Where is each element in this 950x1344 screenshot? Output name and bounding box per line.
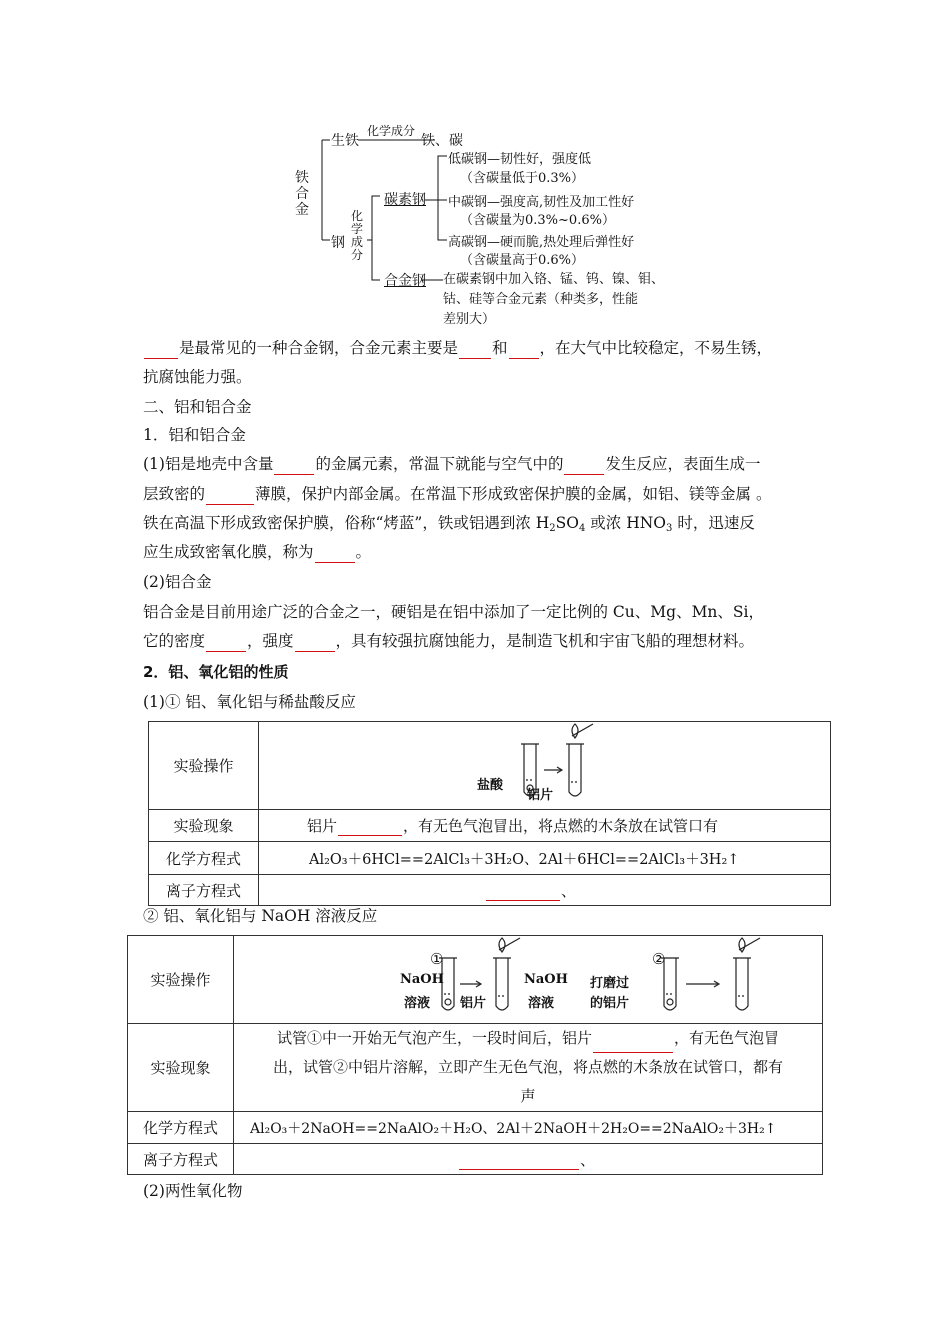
blank[interactable]: [486, 883, 560, 901]
diagram-edge-label: 化学成分: [367, 124, 416, 138]
subheading: (2)两性氧化物: [143, 1182, 243, 1200]
blank[interactable]: [206, 487, 254, 505]
blank[interactable]: [315, 545, 355, 563]
iron-alloy-diagram: [295, 118, 675, 328]
diagram-mid-note: （含碳量为0.3%~0.6%）: [460, 213, 615, 228]
subheading: ② 铝、氧化铝与 NaOH 溶液反应: [143, 907, 378, 925]
blank[interactable]: [593, 1035, 673, 1053]
diagram-alloy-desc-1: 在碳素钢中加入铬、锰、钨、镍、钼、: [443, 272, 665, 287]
ionic-equation-cell: 、: [234, 1144, 823, 1175]
acid-reaction-table: [148, 721, 831, 906]
row-label: 实验操作: [149, 722, 259, 810]
diagram-high-carbon: 高碳钢—硬而脆,热处理后弹性好: [448, 235, 635, 250]
diagram-pig-iron: 生铁: [331, 133, 359, 149]
naoh-reaction-table: [127, 935, 823, 1175]
naoh-label: NaOH: [400, 972, 444, 987]
phenomenon-cell: 铝片 ，有无色气泡冒出，将点燃的木条放在试管口有: [259, 810, 831, 842]
section-heading: 二、铝和铝合金: [143, 398, 252, 416]
blank[interactable]: [338, 818, 402, 836]
blank[interactable]: [564, 457, 604, 475]
blank[interactable]: [144, 341, 178, 359]
blank[interactable]: [295, 634, 335, 652]
tube-number-2: ②: [652, 950, 666, 968]
paragraph-line: 抗腐蚀能力强。: [143, 368, 252, 386]
paragraph-aluminum: (1)铝是地壳中含量 的金属元素，常温下就能与空气中的 发生反应，表面生成一: [143, 455, 761, 473]
hydrochloric-acid-label: 盐酸: [477, 778, 504, 793]
subheading: (1)① 铝、氧化铝与稀盐酸反应: [143, 693, 356, 711]
subsection-heading: 2．铝、氧化铝的性质: [143, 663, 289, 681]
diagram-mid-carbon: 中碳钢—强度高,韧性及加工性好: [448, 195, 635, 210]
row-label: 实验现象: [128, 1024, 234, 1112]
phenomenon-cell: 试管①中一开始无气泡产生，一段时间后，铝片 ，有无色气泡冒 出，试管②中铝片溶解，立即产生无色气泡，将点燃的木条放在试管口，都有 声: [234, 1024, 823, 1112]
diagram-low-note: （含碳量低于0.3%）: [460, 171, 585, 186]
diagram-alloy-desc-2: 钴、硅等合金元素（种类多，性能: [443, 292, 639, 307]
row-label: 化学方程式: [128, 1112, 234, 1144]
diagram-carbon-steel: 碳素钢: [384, 192, 426, 208]
equation-cell: Al₂O₃＋2NaOH==2NaAlO₂＋H₂O、2Al＋2NaOH＋2H₂O==2NaAlO₂＋3H₂↑: [234, 1112, 823, 1144]
ionic-equation-cell: 、: [259, 875, 831, 906]
subsection-heading: 1．铝和铝合金: [143, 426, 246, 444]
naoh-label: NaOH: [524, 972, 568, 987]
paragraph-line: 铝合金是目前用途广泛的合金之一，硬铝是在铝中添加了一定比例的 Cu、Mg、Mn、Si，: [143, 603, 764, 621]
blank[interactable]: [459, 341, 491, 359]
aluminum-piece-label: 铝片: [527, 788, 554, 803]
blank[interactable]: [206, 634, 246, 652]
row-label: 实验现象: [149, 810, 259, 842]
blank[interactable]: [274, 457, 314, 475]
experiment-figure-cell: [234, 936, 823, 1024]
paragraph-alloy-steel: 是最常见的一种合金钢，合金元素主要是 和 ，在大气中比较稳定，不易生锈，: [143, 337, 772, 359]
tube-number-1: ①: [430, 950, 444, 968]
solution-label: 溶液: [404, 996, 431, 1011]
diagram-root: 铁合金: [295, 170, 309, 218]
blank[interactable]: [459, 1152, 579, 1170]
equation-cell: Al₂O₃＋6HCl==2AlCl₃＋3H₂O、2Al＋6HCl==2AlCl₃＋3H₂↑: [259, 842, 831, 875]
paragraph-line: 铁在高温下形成致密保护膜，俗称“烤蓝”，铁或铝遇到浓 $H_2SO_4$ 或浓 $HNO_3$ 时，迅速反: [143, 514, 755, 534]
polished-label-2: 的铝片: [590, 996, 630, 1011]
solution-label: 溶液: [528, 996, 555, 1011]
row-label: 实验操作: [128, 936, 234, 1024]
row-label: 离子方程式: [128, 1144, 234, 1175]
paragraph-line: 它的密度 ，强度 ，具有较强抗腐蚀能力，是制造飞机和宇宙飞船的理想材料。: [143, 632, 755, 650]
diagram-edge-label-2: 化学成分: [351, 209, 364, 262]
paragraph-line: 层致密的 薄膜，保护内部金属。在常温下形成致密保护膜的金属，如铝、镁等金属 。: [143, 485, 772, 503]
subheading: (2)铝合金: [143, 573, 212, 591]
aluminum-piece-label: 铝片: [460, 996, 487, 1011]
diagram-alloy-desc-3: 差别大）: [443, 312, 496, 327]
polished-label-1: 打磨过: [590, 976, 630, 991]
diagram-alloy-steel: 合金钢: [384, 273, 426, 289]
diagram-low-carbon: 低碳钢—韧性好，强度低: [448, 152, 592, 167]
experiment-figure-cell: [259, 722, 831, 810]
diagram-steel: 钢: [331, 235, 345, 251]
row-label: 化学方程式: [149, 842, 259, 875]
diagram-high-note: （含碳量高于0.6%）: [460, 253, 585, 268]
blank[interactable]: [509, 341, 539, 359]
paragraph-line: 应生成致密氧化膜，称为 。: [143, 543, 372, 561]
row-label: 离子方程式: [149, 875, 259, 906]
diagram-iron-carbon: 铁、碳: [421, 133, 463, 149]
